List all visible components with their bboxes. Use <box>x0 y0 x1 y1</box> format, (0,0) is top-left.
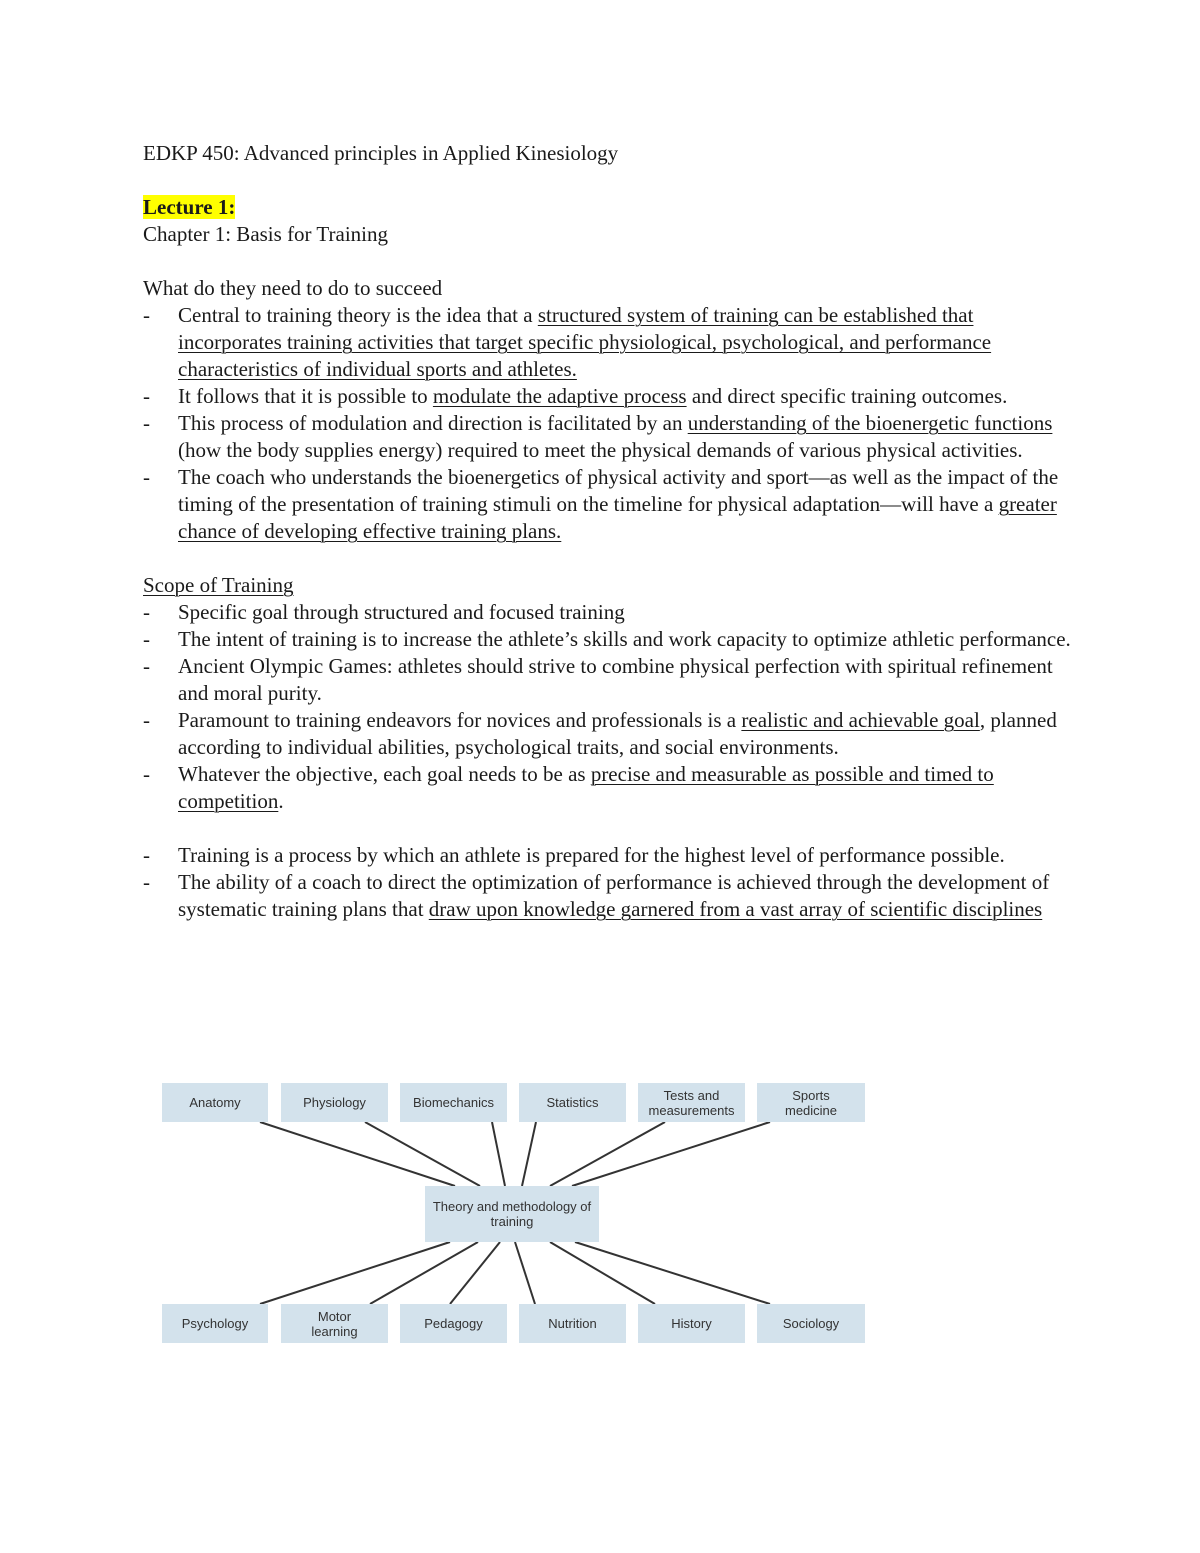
section2-heading: Scope of Training <box>143 573 294 597</box>
connector-line <box>515 1242 535 1304</box>
list-item: - Ancient Olympic Games: athletes should strive to combine physical perfection with spiritual refinement and moral purity. <box>143 653 1073 707</box>
discipline-box-motor-learning: Motor learning <box>281 1304 388 1343</box>
list-item: - Whatever the objective, each goal needs to be as precise and measurable as possible and timed to competition. <box>143 761 1073 815</box>
center-box: Theory and methodology of training <box>425 1186 599 1242</box>
section1-heading: What do they need to do to succeed <box>143 276 443 300</box>
lecture-label: Lecture 1: <box>143 195 236 219</box>
connector-line <box>492 1122 505 1186</box>
list-item: - This process of modulation and direction is facilitated by an understanding of the bioenergetic functions (how the body supplies energy) required to meet the physical demands of various physical activities. <box>143 410 1073 464</box>
section1-list <box>143 302 1073 545</box>
list-item: - Specific goal through structured and focused training <box>143 599 1073 626</box>
list-item: - Paramount to training endeavors for novices and professionals is a realistic and achievable goal, planned according to individual abilities, psychological traits, and social environments. <box>143 707 1073 761</box>
disciplines-diagram <box>160 1080 870 1346</box>
connector-line <box>572 1122 770 1186</box>
discipline-box-statistics: Statistics <box>519 1083 626 1122</box>
chapter-title: Chapter 1: Basis for Training <box>143 222 388 246</box>
list-item: - It follows that it is possible to modulate the adaptive process and direct specific training outcomes. <box>143 383 1073 410</box>
discipline-box-physiology: Physiology <box>281 1083 388 1122</box>
course-title: EDKP 450: Advanced principles in Applied Kinesiology <box>143 141 619 165</box>
discipline-box-biomechanics: Biomechanics <box>400 1083 507 1122</box>
discipline-box-sociology: Sociology <box>757 1304 865 1343</box>
connector-line <box>365 1122 480 1186</box>
list-item: - Training is a process by which an athlete is prepared for the highest level of performance possible. <box>143 842 1073 869</box>
list-item: - Central to training theory is the idea that a structured system of training can be established that incorporates training activities that target specific physiological, psychological, and performance characteristics of individual sports and athletes. <box>143 302 1073 383</box>
list-item: - The coach who understands the bioenergetics of physical activity and sport—as well as the impact of the timing of the presentation of training stimuli on the timeline for physical adaptation—will have a greater chance of developing effective training plans. <box>143 464 1073 545</box>
section3-list <box>143 842 1073 923</box>
discipline-box-history: History <box>638 1304 745 1343</box>
connector-line <box>522 1122 536 1186</box>
discipline-box-tests: Tests and measurements <box>638 1083 745 1122</box>
discipline-box-nutrition: Nutrition <box>519 1304 626 1343</box>
discipline-box-psychology: Psychology <box>162 1304 268 1343</box>
document-page <box>143 140 1073 923</box>
connector-line <box>260 1122 455 1186</box>
connector-line <box>260 1242 450 1304</box>
list-item: - The intent of training is to increase the athlete’s skills and work capacity to optimize athletic performance. <box>143 626 1073 653</box>
section2-list <box>143 599 1073 815</box>
discipline-box-pedagogy: Pedagogy <box>400 1304 507 1343</box>
discipline-box-sports-medicine: Sports medicine <box>757 1083 865 1122</box>
list-item: - The ability of a coach to direct the optimization of performance is achieved through the development of systematic training plans that draw upon knowledge garnered from a vast array of scientific disciplines <box>143 869 1073 923</box>
discipline-box-anatomy: Anatomy <box>162 1083 268 1122</box>
connector-line <box>450 1242 500 1304</box>
connector-line <box>550 1122 665 1186</box>
